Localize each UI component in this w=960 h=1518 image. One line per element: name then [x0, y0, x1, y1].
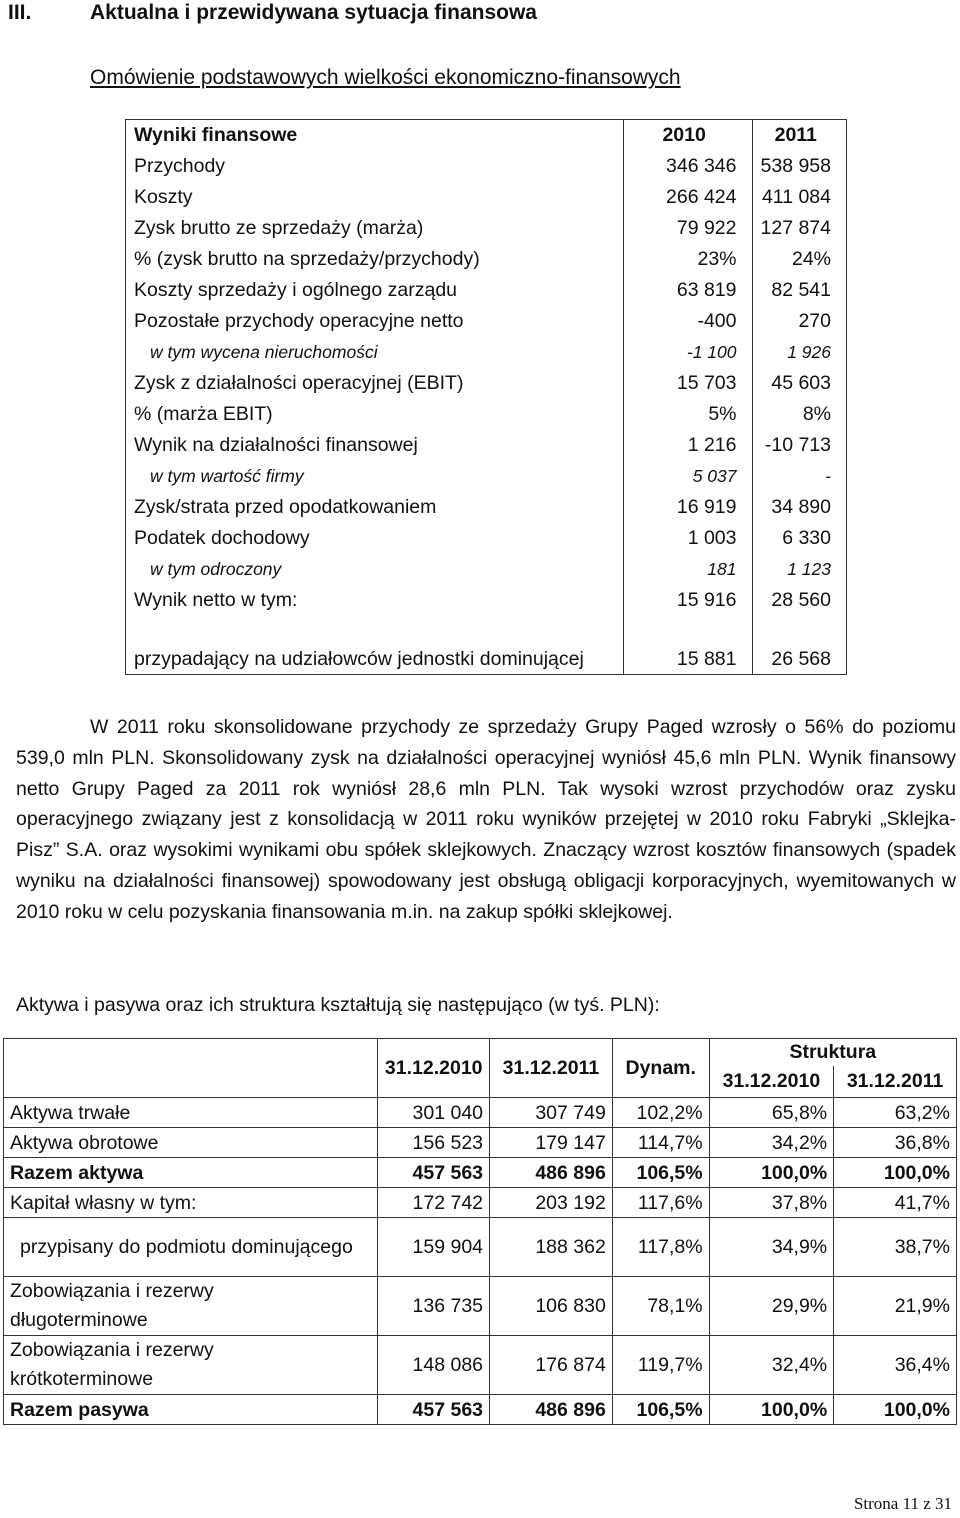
value-2011: 26 568	[752, 616, 847, 675]
value-2010: 16 919	[623, 492, 752, 523]
cell: 65,8%	[709, 1098, 834, 1128]
row-label: Zysk brutto ze sprzedaży (marża)	[126, 213, 624, 244]
row-label: % (marża EBIT)	[126, 399, 624, 430]
header-structure-2010: 31.12.2010	[709, 1066, 834, 1098]
cell: 32,4%	[709, 1336, 834, 1395]
table-row	[126, 399, 847, 430]
value-2010: -1 100	[623, 337, 752, 368]
subtitle: Omówienie podstawowych wielkości ekonomiczno-finansowych	[90, 66, 681, 89]
cell: 38,7%	[834, 1218, 957, 1277]
value-2011: 270	[752, 306, 847, 337]
table-row	[126, 616, 847, 675]
value-2010: 181	[623, 554, 752, 585]
value-2010: 5 037	[623, 461, 752, 492]
header-date-2011: 31.12.2011	[490, 1039, 613, 1098]
table-row	[126, 461, 847, 492]
cell: 307 749	[490, 1098, 613, 1128]
cell: 100,0%	[709, 1158, 834, 1188]
table-row	[4, 1098, 957, 1128]
table-row	[126, 337, 847, 368]
row-label: w tym wycena nieruchomości	[126, 337, 624, 368]
table-row	[126, 554, 847, 585]
section-title: Aktualna i przewidywana sytuacja finansowa	[90, 1, 537, 24]
cell: 117,6%	[612, 1188, 709, 1218]
balance-sheet-intro: Aktywa i pasywa oraz ich struktura kształtują się następująco (w tyś. PLN):	[16, 994, 660, 1016]
value-2010: 15 916	[623, 585, 752, 616]
row-label: Koszty	[126, 182, 624, 213]
row-label: Razem pasywa	[4, 1395, 378, 1425]
cell: 41,7%	[834, 1188, 957, 1218]
header-cell: Wyniki finansowe	[126, 120, 624, 152]
cell: 188 362	[490, 1218, 613, 1277]
table-row	[4, 1158, 957, 1188]
cell: 203 192	[490, 1188, 613, 1218]
table-row	[4, 1336, 957, 1395]
row-label: Koszty sprzedaży i ogólnego zarządu	[126, 275, 624, 306]
row-label: Przychody	[126, 151, 624, 182]
cell: 106,5%	[612, 1395, 709, 1425]
table-row	[126, 492, 847, 523]
row-label: Aktywa obrotowe	[4, 1128, 378, 1158]
commentary-text: W 2011 roku skonsolidowane przychody ze sprzedaży Grupy Paged wzrosły o 56% do poziomu 539,0 mln PLN. Skonsolidowany zysk na działalności operacyjnej wyniósł 45,6 mln PLN. Wynik finansowy netto Grupy Paged za 2011 rok wyniósł 28,6 mln PLN. Tak wysoki wzrost przychodów oraz zysku operacyjnego związany jest z konsolidacją w 2011 roku wyników przejętej w 2010 roku Fabryki „Sklejka-Pisz” S.A. oraz wysokimi wynikami obu spółek sklejkowych. Znaczący wzrost kosztów finansowych (spadek wyniku na działalności finansowej) spowodowany jest obsługą obligacji korporacyjnych, wyemitowanych w 2010 roku w celu pozyskania finansowania m.in. na zakup spółki sklejkowej.	[16, 716, 956, 923]
value-2010: 23%	[623, 244, 752, 275]
cell: 156 523	[378, 1128, 490, 1158]
table-row	[126, 523, 847, 554]
row-label: % (zysk brutto na sprzedaży/przychody)	[126, 244, 624, 275]
row-label: Pozostałe przychody operacyjne netto	[126, 306, 624, 337]
cell: 117,8%	[612, 1218, 709, 1277]
row-label: Zobowiązania i rezerwy długoterminowe	[4, 1277, 378, 1336]
table-row	[126, 306, 847, 337]
value-2011: 1 926	[752, 337, 847, 368]
cell: 34,9%	[709, 1218, 834, 1277]
page-number: Strona 11 z 31	[853, 1494, 952, 1513]
table-row	[126, 182, 847, 213]
table-row	[126, 430, 847, 461]
value-2010: 1 216	[623, 430, 752, 461]
value-2011: 28 560	[752, 585, 847, 616]
cell: 136 735	[378, 1277, 490, 1336]
cell: 172 742	[378, 1188, 490, 1218]
value-2011: 82 541	[752, 275, 847, 306]
cell: 106,5%	[612, 1158, 709, 1188]
table-header-row	[126, 120, 847, 152]
value-2011: 8%	[752, 399, 847, 430]
table-row	[4, 1188, 957, 1218]
value-2010: 266 424	[623, 182, 752, 213]
value-2011: 127 874	[752, 213, 847, 244]
cell: 457 563	[378, 1158, 490, 1188]
balance-sheet-table	[3, 1038, 957, 1425]
value-2010: 1 003	[623, 523, 752, 554]
cell: 100,0%	[834, 1395, 957, 1425]
table-row	[4, 1128, 957, 1158]
cell: 486 896	[490, 1158, 613, 1188]
row-label: Wynik netto w tym:	[126, 585, 624, 616]
row-label: Aktywa trwałe	[4, 1098, 378, 1128]
cell: 486 896	[490, 1395, 613, 1425]
value-2011: 24%	[752, 244, 847, 275]
header-cell: 2010	[623, 120, 752, 152]
row-label: Zysk z działalności operacyjnej (EBIT)	[126, 368, 624, 399]
row-label: Zysk/strata przed opodatkowaniem	[126, 492, 624, 523]
row-label: w tym wartość firmy	[126, 461, 624, 492]
section-number: III.	[8, 1, 32, 24]
cell: 106 830	[490, 1277, 613, 1336]
value-2010: 79 922	[623, 213, 752, 244]
cell: 301 040	[378, 1098, 490, 1128]
cell: 159 904	[378, 1218, 490, 1277]
cell: 114,7%	[612, 1128, 709, 1158]
table-header-row	[4, 1039, 957, 1066]
cell: 176 874	[490, 1336, 613, 1395]
cell: 148 086	[378, 1336, 490, 1395]
cell: 102,2%	[612, 1098, 709, 1128]
table-row	[126, 275, 847, 306]
financial-results-table	[125, 119, 847, 675]
header-structure-2011: 31.12.2011	[834, 1066, 957, 1098]
cell: 36,8%	[834, 1128, 957, 1158]
header-empty-cell	[4, 1039, 378, 1098]
value-2010: -400	[623, 306, 752, 337]
cell: 34,2%	[709, 1128, 834, 1158]
table-row	[4, 1277, 957, 1336]
value-2011: 538 958	[752, 151, 847, 182]
cell: 29,9%	[709, 1277, 834, 1336]
value-2010: 346 346	[623, 151, 752, 182]
table-row	[126, 244, 847, 275]
row-label: Zobowiązania i rezerwy krótkoterminowe	[4, 1336, 378, 1395]
commentary-paragraph	[16, 712, 956, 928]
cell: 37,8%	[709, 1188, 834, 1218]
table-row	[126, 151, 847, 182]
cell: 21,9%	[834, 1277, 957, 1336]
row-label: Podatek dochodowy	[126, 523, 624, 554]
table-row	[4, 1395, 957, 1425]
cell: 179 147	[490, 1128, 613, 1158]
row-label	[4, 1218, 378, 1277]
value-2011: 411 084	[752, 182, 847, 213]
row-label: Wynik na działalności finansowej	[126, 430, 624, 461]
row-label-text: przypisany do podmiotu dominującego	[20, 1235, 353, 1258]
header-dynamics: Dynam.	[612, 1039, 709, 1098]
value-2011: 1 123	[752, 554, 847, 585]
header-date-2010: 31.12.2010	[378, 1039, 490, 1098]
value-2010: 5%	[623, 399, 752, 430]
cell: 63,2%	[834, 1098, 957, 1128]
value-2011: 34 890	[752, 492, 847, 523]
table-row	[126, 213, 847, 244]
cell: 100,0%	[834, 1158, 957, 1188]
cell: 457 563	[378, 1395, 490, 1425]
cell: 100,0%	[709, 1395, 834, 1425]
cell: 78,1%	[612, 1277, 709, 1336]
header-cell: 2011	[752, 120, 847, 152]
value-2011: -	[752, 461, 847, 492]
value-2010: 15 881	[623, 616, 752, 675]
table-row	[126, 585, 847, 616]
row-label: Kapitał własny w tym:	[4, 1188, 378, 1218]
cell: 36,4%	[834, 1336, 957, 1395]
value-2010: 63 819	[623, 275, 752, 306]
value-2011: 45 603	[752, 368, 847, 399]
value-2011: -10 713	[752, 430, 847, 461]
table-row	[4, 1218, 957, 1277]
row-label: w tym odroczony	[126, 554, 624, 585]
row-label: Razem aktywa	[4, 1158, 378, 1188]
value-2011: 6 330	[752, 523, 847, 554]
cell: 119,7%	[612, 1336, 709, 1395]
value-2010: 15 703	[623, 368, 752, 399]
header-structure: Struktura	[709, 1039, 956, 1066]
row-label: przypadający na udziałowców jednostki dominującej	[126, 616, 624, 675]
table-row	[126, 368, 847, 399]
